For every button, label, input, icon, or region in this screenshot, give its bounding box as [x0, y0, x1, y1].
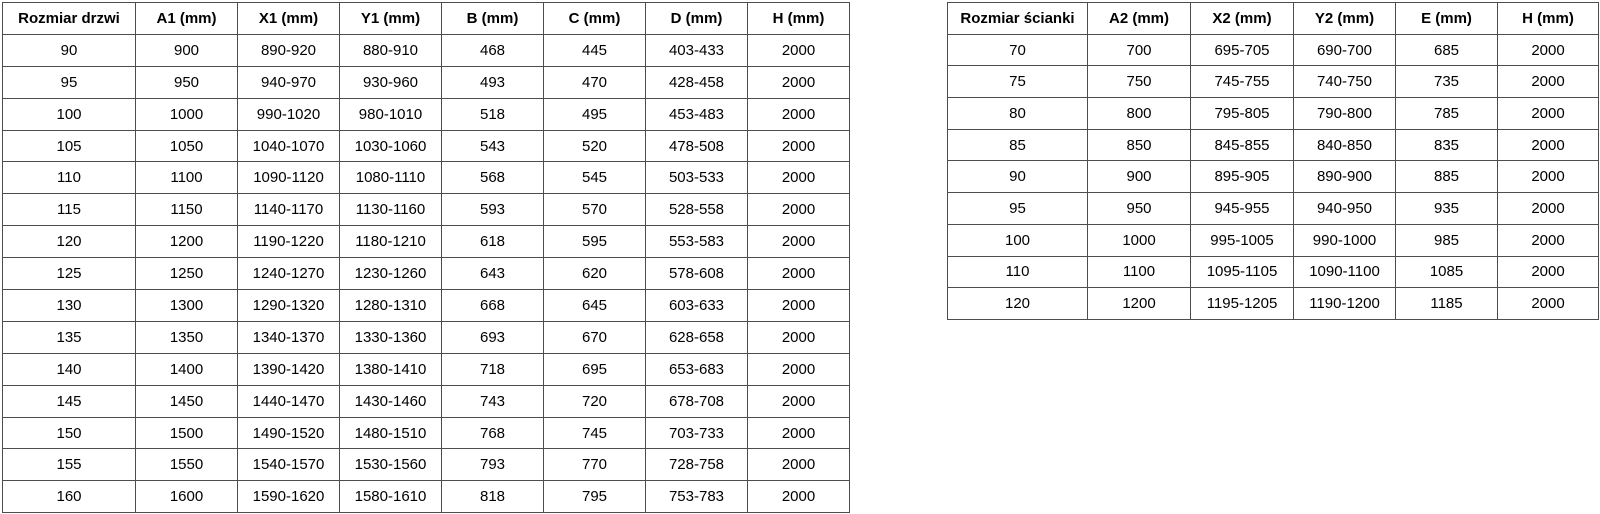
table-cell: 2000	[748, 321, 850, 353]
column-header: Rozmiar drzwi	[3, 3, 136, 35]
column-header: D (mm)	[646, 3, 748, 35]
table-row	[3, 353, 850, 385]
table-cell: 85	[948, 129, 1088, 161]
table-cell: 428-458	[646, 66, 748, 98]
table-cell: 930-960	[340, 66, 442, 98]
table-cell: 1550	[136, 449, 238, 481]
column-header: B (mm)	[442, 3, 544, 35]
table-cell: 718	[442, 353, 544, 385]
table-cell: 1240-1270	[238, 258, 340, 290]
table-cell: 980-1010	[340, 98, 442, 130]
table-cell: 90	[3, 34, 136, 66]
table-cell: 100	[3, 98, 136, 130]
table-cell: 2000	[1498, 66, 1599, 98]
table-cell: 695-705	[1191, 34, 1294, 66]
table-cell: 493	[442, 66, 544, 98]
table-row	[3, 162, 850, 194]
column-header: X2 (mm)	[1191, 3, 1294, 35]
table-cell: 95	[948, 193, 1088, 225]
table-cell: 745	[544, 417, 646, 449]
table-cell: 1430-1460	[340, 385, 442, 417]
table-cell: 1400	[136, 353, 238, 385]
table-cell: 2000	[748, 98, 850, 130]
table-cell: 2000	[1498, 129, 1599, 161]
table-cell: 125	[3, 258, 136, 290]
table-cell: 1100	[1088, 256, 1191, 288]
table-cell: 618	[442, 226, 544, 258]
table-cell: 2000	[1498, 193, 1599, 225]
table-cell: 1195-1205	[1191, 288, 1294, 320]
table-cell: 695	[544, 353, 646, 385]
table-cell: 770	[544, 449, 646, 481]
table-cell: 645	[544, 290, 646, 322]
table-cell: 478-508	[646, 130, 748, 162]
table-cell: 468	[442, 34, 544, 66]
table-cell: 985	[1396, 224, 1498, 256]
table-cell: 668	[442, 290, 544, 322]
table-cell: 1250	[136, 258, 238, 290]
table-cell: 1540-1570	[238, 449, 340, 481]
table-cell: 593	[442, 194, 544, 226]
table-cell: 470	[544, 66, 646, 98]
table-cell: 120	[948, 288, 1088, 320]
table-row	[3, 321, 850, 353]
table-cell: 115	[3, 194, 136, 226]
table-row	[3, 290, 850, 322]
table-row	[948, 161, 1599, 193]
table-cell: 785	[1396, 98, 1498, 130]
table-cell: 895-905	[1191, 161, 1294, 193]
table-cell: 1090-1100	[1294, 256, 1396, 288]
table-cell: 685	[1396, 34, 1498, 66]
door-table-header	[3, 3, 850, 35]
table-row	[948, 224, 1599, 256]
table-cell: 1490-1520	[238, 417, 340, 449]
table-cell: 1030-1060	[340, 130, 442, 162]
table-cell: 720	[544, 385, 646, 417]
table-cell: 2000	[748, 417, 850, 449]
column-header: E (mm)	[1396, 3, 1498, 35]
column-header: H (mm)	[1498, 3, 1599, 35]
table-cell: 693	[442, 321, 544, 353]
table-cell: 743	[442, 385, 544, 417]
table-cell: 2000	[748, 481, 850, 513]
wall-table-header	[948, 3, 1599, 35]
table-cell: 1000	[1088, 224, 1191, 256]
table-cell: 75	[948, 66, 1088, 98]
table-row	[3, 66, 850, 98]
table-cell: 885	[1396, 161, 1498, 193]
table-cell: 935	[1396, 193, 1498, 225]
table-cell: 1040-1070	[238, 130, 340, 162]
table-cell: 2000	[748, 353, 850, 385]
table-row	[948, 98, 1599, 130]
table-row	[948, 129, 1599, 161]
table-row	[3, 449, 850, 481]
column-header: Y2 (mm)	[1294, 3, 1396, 35]
wall-size-table	[947, 2, 1599, 320]
table-cell: 845-855	[1191, 129, 1294, 161]
table-cell: 2000	[748, 449, 850, 481]
table-cell: 745-755	[1191, 66, 1294, 98]
table-row	[3, 98, 850, 130]
table-cell: 1580-1610	[340, 481, 442, 513]
table-cell: 890-900	[1294, 161, 1396, 193]
table-cell: 850	[1088, 129, 1191, 161]
table-cell: 130	[3, 290, 136, 322]
table-cell: 628-658	[646, 321, 748, 353]
table-cell: 2000	[748, 258, 850, 290]
table-cell: 568	[442, 162, 544, 194]
header-row	[3, 3, 850, 35]
column-header: H (mm)	[748, 3, 850, 35]
table-cell: 90	[948, 161, 1088, 193]
table-cell: 1380-1410	[340, 353, 442, 385]
table-cell: 790-800	[1294, 98, 1396, 130]
table-cell: 1390-1420	[238, 353, 340, 385]
table-cell: 2000	[748, 290, 850, 322]
table-cell: 80	[948, 98, 1088, 130]
table-row	[3, 194, 850, 226]
table-cell: 990-1020	[238, 98, 340, 130]
table-cell: 703-733	[646, 417, 748, 449]
table-cell: 1590-1620	[238, 481, 340, 513]
table-cell: 940-950	[1294, 193, 1396, 225]
table-cell: 100	[948, 224, 1088, 256]
header-row	[948, 3, 1599, 35]
table-cell: 1180-1210	[340, 226, 442, 258]
table-cell: 2000	[1498, 161, 1599, 193]
table-cell: 578-608	[646, 258, 748, 290]
table-cell: 155	[3, 449, 136, 481]
table-cell: 950	[136, 66, 238, 98]
table-cell: 1050	[136, 130, 238, 162]
table-cell: 120	[3, 226, 136, 258]
table-cell: 653-683	[646, 353, 748, 385]
table-cell: 950	[1088, 193, 1191, 225]
table-row	[948, 66, 1599, 98]
table-cell: 990-1000	[1294, 224, 1396, 256]
table-cell: 2000	[748, 34, 850, 66]
table-row	[948, 34, 1599, 66]
table-cell: 110	[948, 256, 1088, 288]
table-cell: 1190-1200	[1294, 288, 1396, 320]
table-cell: 2000	[748, 226, 850, 258]
column-header: C (mm)	[544, 3, 646, 35]
table-cell: 453-483	[646, 98, 748, 130]
table-cell: 818	[442, 481, 544, 513]
table-cell: 1000	[136, 98, 238, 130]
table-cell: 553-583	[646, 226, 748, 258]
table-cell: 900	[1088, 161, 1191, 193]
table-cell: 145	[3, 385, 136, 417]
table-cell: 1185	[1396, 288, 1498, 320]
table-row	[3, 258, 850, 290]
table-cell: 1350	[136, 321, 238, 353]
table-cell: 735	[1396, 66, 1498, 98]
table-cell: 1230-1260	[340, 258, 442, 290]
table-row	[948, 256, 1599, 288]
table-cell: 1600	[136, 481, 238, 513]
wall-table-body	[948, 34, 1599, 319]
table-cell: 995-1005	[1191, 224, 1294, 256]
table-cell: 2000	[1498, 256, 1599, 288]
table-cell: 2000	[748, 66, 850, 98]
column-header: Rozmiar ścianki	[948, 3, 1088, 35]
table-cell: 2000	[748, 385, 850, 417]
table-cell: 1330-1360	[340, 321, 442, 353]
table-cell: 890-920	[238, 34, 340, 66]
table-cell: 140	[3, 353, 136, 385]
table-cell: 403-433	[646, 34, 748, 66]
table-cell: 1150	[136, 194, 238, 226]
table-cell: 1450	[136, 385, 238, 417]
table-cell: 1200	[1088, 288, 1191, 320]
table-cell: 1080-1110	[340, 162, 442, 194]
table-cell: 800	[1088, 98, 1191, 130]
table-cell: 678-708	[646, 385, 748, 417]
table-row	[3, 226, 850, 258]
door-table-body	[3, 34, 850, 512]
table-cell: 753-783	[646, 481, 748, 513]
table-row	[948, 288, 1599, 320]
table-row	[3, 417, 850, 449]
table-cell: 528-558	[646, 194, 748, 226]
table-cell: 2000	[748, 162, 850, 194]
table-cell: 570	[544, 194, 646, 226]
table-cell: 940-970	[238, 66, 340, 98]
table-cell: 1140-1170	[238, 194, 340, 226]
table-cell: 520	[544, 130, 646, 162]
table-cell: 700	[1088, 34, 1191, 66]
column-header: A1 (mm)	[136, 3, 238, 35]
table-cell: 690-700	[1294, 34, 1396, 66]
table-cell: 1500	[136, 417, 238, 449]
table-cell: 150	[3, 417, 136, 449]
table-cell: 945-955	[1191, 193, 1294, 225]
table-row	[3, 481, 850, 513]
table-cell: 95	[3, 66, 136, 98]
table-row	[3, 385, 850, 417]
table-cell: 445	[544, 34, 646, 66]
table-cell: 503-533	[646, 162, 748, 194]
table-cell: 1085	[1396, 256, 1498, 288]
table-cell: 900	[136, 34, 238, 66]
column-header: A2 (mm)	[1088, 3, 1191, 35]
table-cell: 545	[544, 162, 646, 194]
table-cell: 1530-1560	[340, 449, 442, 481]
table-cell: 1100	[136, 162, 238, 194]
table-cell: 2000	[748, 130, 850, 162]
table-cell: 2000	[1498, 98, 1599, 130]
table-cell: 1290-1320	[238, 290, 340, 322]
table-row	[3, 34, 850, 66]
table-cell: 1280-1310	[340, 290, 442, 322]
table-cell: 2000	[1498, 224, 1599, 256]
table-cell: 793	[442, 449, 544, 481]
table-cell: 160	[3, 481, 136, 513]
table-cell: 2000	[748, 194, 850, 226]
table-cell: 620	[544, 258, 646, 290]
column-header: Y1 (mm)	[340, 3, 442, 35]
table-cell: 840-850	[1294, 129, 1396, 161]
table-cell: 750	[1088, 66, 1191, 98]
table-cell: 880-910	[340, 34, 442, 66]
table-cell: 1480-1510	[340, 417, 442, 449]
table-cell: 1190-1220	[238, 226, 340, 258]
column-header: X1 (mm)	[238, 3, 340, 35]
table-cell: 670	[544, 321, 646, 353]
table-cell: 795	[544, 481, 646, 513]
table-cell: 2000	[1498, 34, 1599, 66]
table-row	[3, 130, 850, 162]
table-row	[948, 193, 1599, 225]
table-cell: 70	[948, 34, 1088, 66]
table-cell: 795-805	[1191, 98, 1294, 130]
table-cell: 1090-1120	[238, 162, 340, 194]
table-cell: 543	[442, 130, 544, 162]
table-cell: 105	[3, 130, 136, 162]
table-cell: 835	[1396, 129, 1498, 161]
door-size-table	[2, 2, 850, 513]
table-cell: 1200	[136, 226, 238, 258]
table-cell: 110	[3, 162, 136, 194]
table-cell: 1095-1105	[1191, 256, 1294, 288]
table-cell: 1300	[136, 290, 238, 322]
table-cell: 1340-1370	[238, 321, 340, 353]
table-cell: 728-758	[646, 449, 748, 481]
table-cell: 740-750	[1294, 66, 1396, 98]
table-cell: 603-633	[646, 290, 748, 322]
table-cell: 768	[442, 417, 544, 449]
table-cell: 2000	[1498, 288, 1599, 320]
table-cell: 643	[442, 258, 544, 290]
table-cell: 595	[544, 226, 646, 258]
table-cell: 1130-1160	[340, 194, 442, 226]
table-cell: 518	[442, 98, 544, 130]
table-cell: 135	[3, 321, 136, 353]
table-cell: 1440-1470	[238, 385, 340, 417]
table-cell: 495	[544, 98, 646, 130]
